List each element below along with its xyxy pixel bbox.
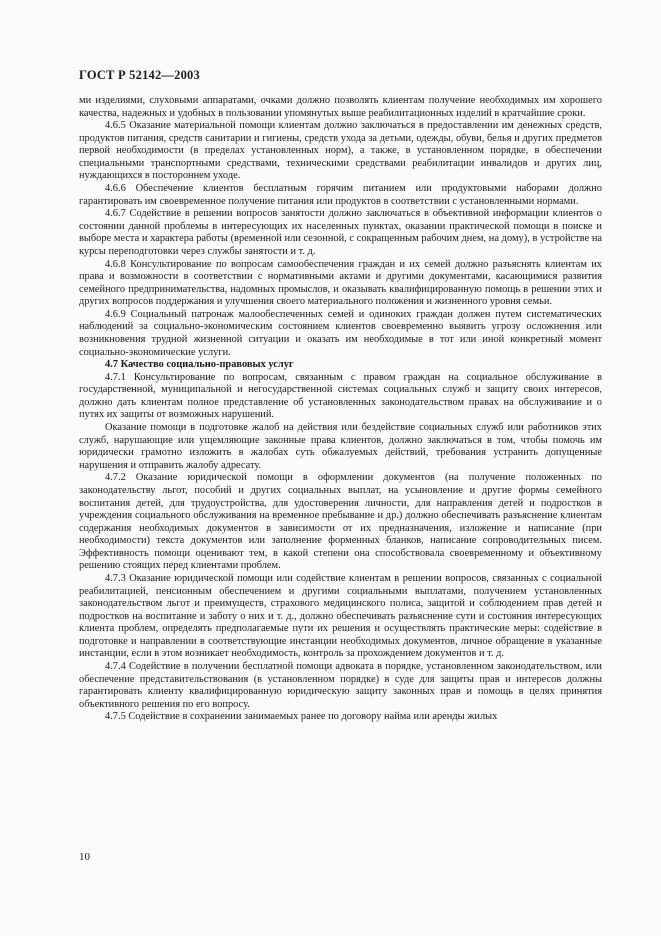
paragraph: ми изделиями, слуховыми аппаратами, очками должно позволять клиентам получение необходимых им хорошего качества, надежных и удобных в пользовании упомянутых выше реабилитационных изделий в кратчайшие сроки. bbox=[79, 95, 602, 119]
paragraph: 4.6.7 Содействие в решении вопросов занятости должно заключаться в объективной информации клиентов о состоянии данной проблемы в интересующих их населенных пунктах, оказании практической помощи в поиске и выборе места и характера работы (временной или сезонной, с сокращенным рабочим днем, на дому), в устройстве на курсы переподготовки через службы занятости и т. д. bbox=[79, 208, 602, 257]
page-number: 10 bbox=[79, 851, 90, 863]
paragraph: 4.6.5 Оказание материальной помощи клиентам должно заключаться в предоставлении им денежных средств, продуктов питания, средств санитарии и гигиены, средств ухода за детьми, одежды, обуви, белья и других предметов первой необходимости (в пределах установленных норм), а также, в установленном порядке, в обеспечении специальными транспортными средствами, техническими средствами реабилитации инвалидов и других лиц, нуждающихся в постороннем уходе. bbox=[79, 120, 602, 182]
paragraph: 4.6.6 Обеспечение клиентов бесплатным горячим питанием или продуктовыми наборами должно гарантировать им своевременное получение питания или продуктов в соответствии с установленными нормами. bbox=[79, 183, 602, 207]
document-code-header: ГОСТ Р 52142—2003 bbox=[79, 68, 200, 82]
section-heading: 4.7 Качество социально-правовых услуг bbox=[105, 359, 294, 371]
paragraph: 4.7.4 Содействие в получении бесплатной помощи адвоката в порядке, установленном законодательством, или обеспечение представительствования (в установленном порядке) в суде для защиты прав и интересов должны гарантировать клиенту квалифицированную юридическую защиту законных прав и помощь в целях принятия объективного решения по его вопросу. bbox=[79, 661, 602, 710]
paragraph: 4.7.5 Содействие в сохранении занимаемых ранее по договору найма или аренды жилых bbox=[105, 711, 498, 723]
paragraph: 4.7.3 Оказание юридической помощи или содействие клиентам в решении вопросов, связанных с социальной реабилитацией, пенсионным обеспечением и другими социальными выплатами, получением установленных законодательством льгот и преимуществ, страхового медицинского полиса, защитой и соблюдением прав детей и подростков на воспитание и заботу о них и т. д., должно обеспечивать разъяснение сути и состояния интересующих клиента проблем, определять предполагаемые пути их решения и осуществлять практические меры: содействие в подготовке и направлении в соответствующие инстанции необходимых документов, личное обращение в указанные инстанции, если в этом возникает необходимость, контроль за прохождением документов и т. д. bbox=[79, 572, 602, 660]
document-body bbox=[79, 95, 602, 724]
paragraph: 4.7.1 Консультирование по вопросам, связанным с правом граждан на социальное обслуживание в государственной, муниципальной и негосударственной системах социальных служб и защиту своих интересов, должно дать клиентам полное представление об установленных законодательством правах на обслуживание и о путях их защиты от возможных нарушений. bbox=[79, 371, 602, 421]
paragraph: 4.6.9 Социальный патронаж малообеспеченных семей и одиноких граждан должен путем систематических наблюдений за социально-экономическим состоянием клиентов своевременно выявить угрозу осложнения или возникновения трудной жизненной ситуации и оказать им необходимые в тот или иной конкретный момент социально-экономические услуги. bbox=[79, 308, 602, 358]
paragraph: 4.7.2 Оказание юридической помощи в оформлении документов (на получение положенных по законодательству льгот, пособий и других социальных выплат, на усыновление и другие формы семейного воспитания детей, для трудоустройства, для удостоверения личности, для направления детей и подростков в учреждения социального обслуживания на временное пребывание и др.) должно обеспечивать разъяснение клиентам содержания необходимых документов в зависимости от их предназначения, изложение и написание (при необходимости) текста документов или заполнение форменных бланков, написание сопроводительных писем. Эффективность помощи оценивают тем, в какой степени она способствовала своевременному и объективному решению стоящих перед клиентами проблем. bbox=[79, 472, 602, 572]
paragraph: Оказание помощи в подготовке жалоб на действия или бездействие социальных служб или работников этих служб, нарушающие или ущемляющие законные права клиентов, должно заключаться в том, чтобы помочь им юридически грамотно изложить в жалобах суть обжалуемых действий, требования устранить допущенные нарушения и отправить жалобу адресату. bbox=[79, 422, 602, 471]
paragraph: 4.6.8 Консультирование по вопросам самообеспечения граждан и их семей должно разъяснять клиентам их права и возможности в соответствии с нормативными актами и другими документами, касающимися развития семейного предпринимательства, надомных промыслов, и оказывать квалифицированную помощь в решении этих и других вопросов поддержания и улучшения своего материального положения и жизненного уровня семьи. bbox=[79, 258, 602, 308]
